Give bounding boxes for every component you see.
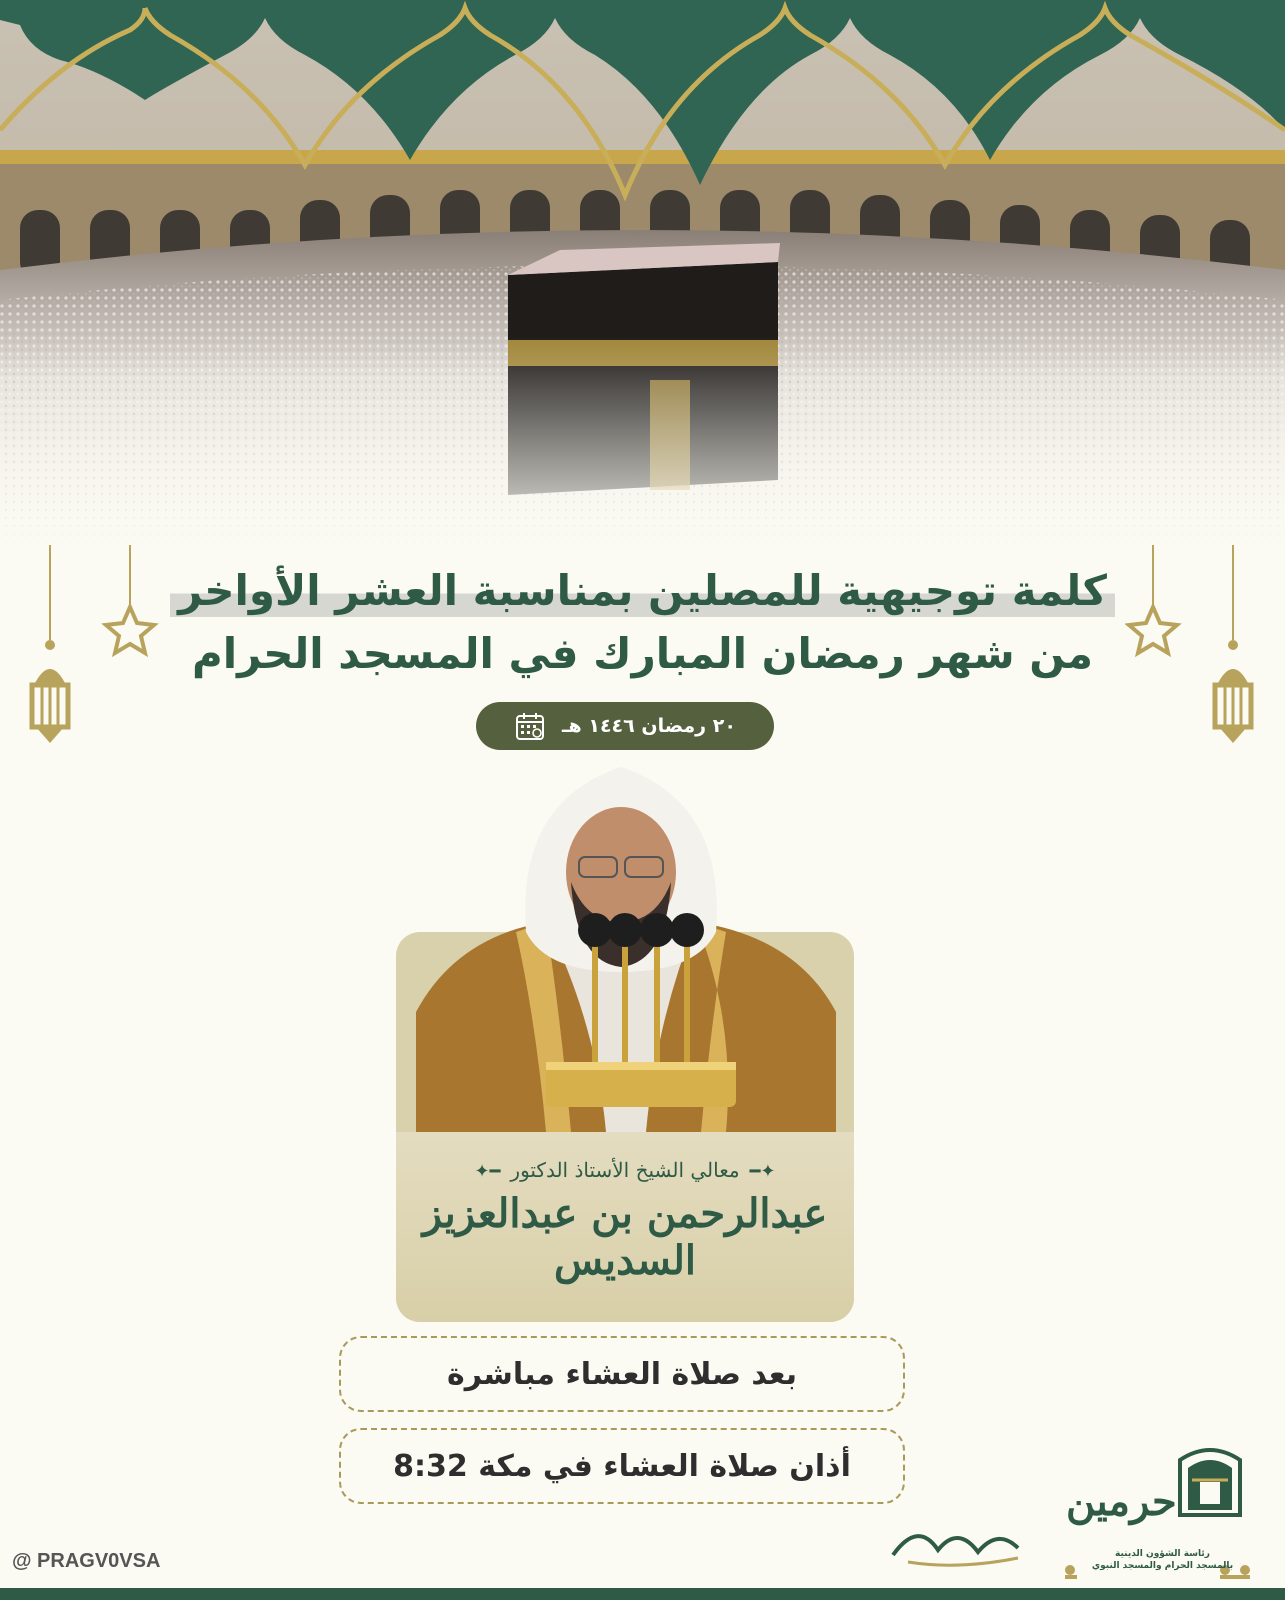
poster-title: [0, 565, 1285, 685]
calendar-icon: [514, 710, 546, 742]
social-handle: @ PRAGV0VSA: [12, 1550, 161, 1572]
date-text: ٢٠ رمضان ١٤٤٦ هـ: [562, 715, 736, 737]
timing-text: بعد صلاة العشاء مباشرة: [447, 1356, 797, 1392]
ramadan-logo: [848, 1500, 1033, 1580]
kaaba-hero-image: [0, 0, 1285, 560]
authority-name: رئاسة الشؤون الدينية بالمسجد الحرام والمسجد النبوي: [1091, 1549, 1234, 1571]
adhan-text: أذان صلاة العشاء في مكة 8:32: [393, 1448, 851, 1484]
title-line-2: من شهر رمضان المبارك في المسجد الحرام: [191, 629, 1094, 678]
speaker-photo: [396, 762, 854, 1132]
ornament-icon: ━✦: [474, 1161, 501, 1182]
ornament-icon: ✦━: [749, 1161, 776, 1182]
date-badge: [476, 702, 774, 750]
speaker-honorific: ✦━معالي الشيخ الأستاذ الدكتور━✦: [474, 1158, 776, 1182]
haramain-wordmark: حرمين: [1066, 1478, 1177, 1525]
timing-box: [339, 1336, 905, 1412]
title-line-1: كلمة توجيهية للمصلين بمناسبة العشر الأواخر: [170, 565, 1115, 617]
speaker-name: عبدالرحمن بن عبدالعزيز السديس: [422, 1190, 828, 1284]
bottom-strip: [0, 1588, 1285, 1600]
adhan-box: [339, 1428, 905, 1504]
